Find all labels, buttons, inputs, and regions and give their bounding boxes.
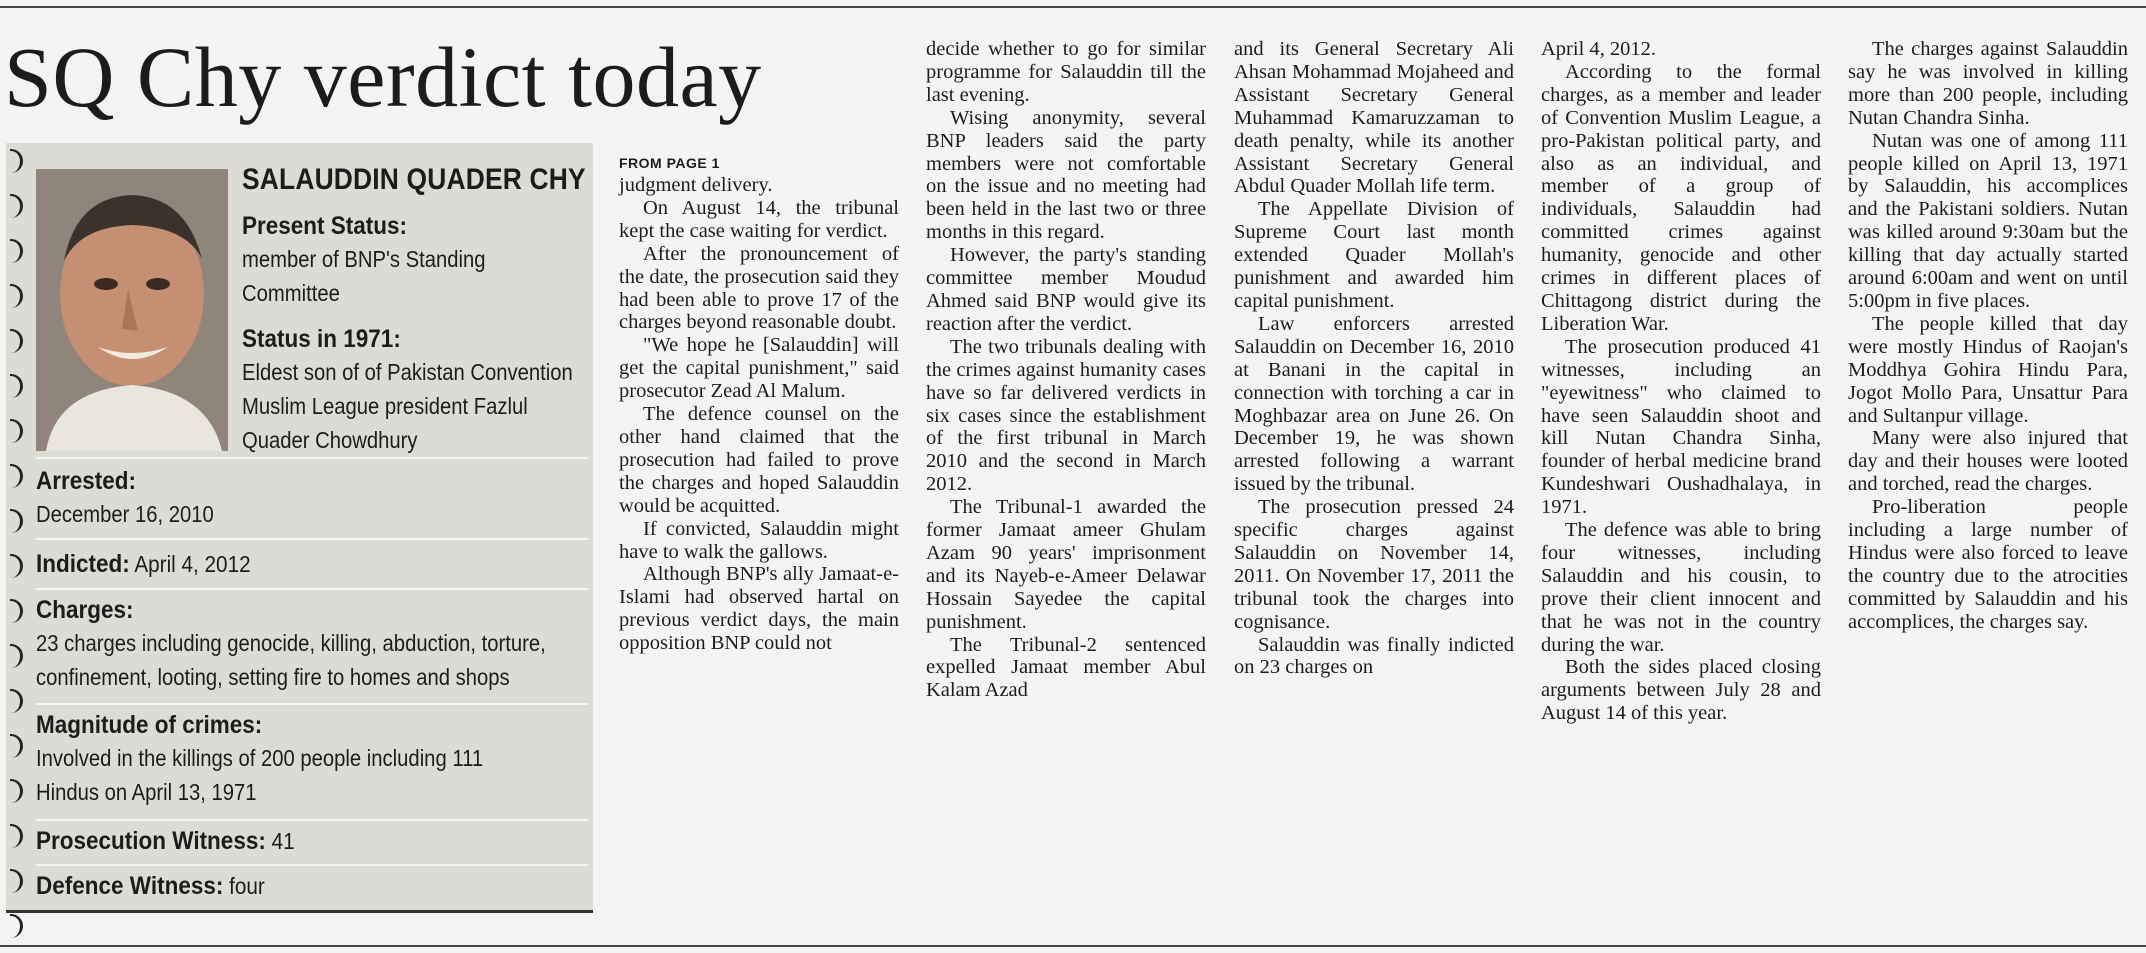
article-paragraph: April 4, 2012. <box>1541 38 1657 60</box>
prosecution-witness-value: 41 <box>271 828 295 854</box>
magnitude-line: Hindus on April 13, 1971 <box>36 779 257 805</box>
magnitude-section <box>36 709 591 809</box>
divider <box>36 588 588 590</box>
top-rule <box>0 6 2146 8</box>
article-paragraph: Law enforcers arrested Salauddin on December 16, 2010 at Banani in the capital in connection with torching a car in Moghbazar area on June 26. On December 19, he was shown arrested following a warrant issued by the tribunal. <box>1234 312 1514 496</box>
article-paragraph: Both the sides placed closing arguments between July 28 and August 14 of this year. <box>1541 656 1821 725</box>
arrested-value: December 16, 2010 <box>36 501 214 527</box>
charges-line: confinement, looting, setting fire to homes and shops <box>36 664 510 690</box>
indicted-section <box>36 547 591 581</box>
article-paragraph: judgment delivery. <box>619 174 773 196</box>
arrested-label: Arrested: <box>36 467 137 495</box>
headline: SQ Chy verdict today <box>4 29 762 125</box>
divider <box>36 538 588 540</box>
article-paragraph: The Tribunal-1 awarded the former Jamaat ameer Ghulam Azam 90 years' imprisonment and its Nayeb-e-Ameer Delawar Hossain Sayedee the capital punishment. <box>926 496 1206 633</box>
spiral-binding-decoration <box>10 149 28 909</box>
magnitude-label: Magnitude of crimes: <box>36 711 263 739</box>
article-column-3 <box>1234 38 1514 679</box>
article-paragraph: The people killed that day were mostly Hindus of Raojan's Moddhya Gohira Hindu Para, Jogot Mollo Para, Unsattur Para and Sultanpur village. <box>1848 312 2128 427</box>
article-paragraph: If convicted, Salauddin might have to walk the gallows. <box>619 517 899 563</box>
status-1971 <box>242 323 587 457</box>
present-status-line: Committee <box>242 280 340 306</box>
divider <box>36 457 588 459</box>
defence-witness-section <box>36 869 591 903</box>
profile-name: SALAUDDIN QUADER CHY <box>242 163 586 196</box>
article-paragraph: Nutan was one of among 111 people killed on April 13, 1971 by Salauddin, his accomplices and the Pakistani soldiers. Nutan was killed around 9:30am but the killing that day actually started around 6:00am and went on until 5:00pm in five places. <box>1848 129 2128 312</box>
charges-section <box>36 594 591 694</box>
status-1971-label: Status in 1971: <box>242 325 401 353</box>
article-paragraph: decide whether to go for similar programme for Salauddin till the last evening. <box>926 38 1206 106</box>
article-column-4 <box>1541 38 1821 725</box>
present-status <box>242 210 587 310</box>
article-paragraph: Pro-liberation people including a large number of Hindus were also forced to leave the country due to the atrocities committed by Salauddin and his accomplices, the charges say. <box>1848 496 2128 633</box>
arrested-section <box>36 465 591 531</box>
article-column-1 <box>619 152 899 655</box>
article-paragraph: Wising anonymity, several BNP leaders said the party members were not comfortable on the issue and no meeting had been held in the last two or three months in this regard. <box>926 106 1206 244</box>
article-column-2 <box>926 38 1206 702</box>
article-paragraph: After the pronouncement of the date, the prosecution said they had been able to prove 17 of the charges beyond reasonable doubt. <box>619 242 899 334</box>
article-paragraph: The charges against Salauddin say he was involved in killing more than 200 people, including Nutan Chandra Sinha. <box>1848 38 2128 129</box>
article-paragraph: However, the party's standing committee member Moudud Ahmed said BNP would give its reaction after the verdict. <box>926 244 1206 335</box>
bottom-rule <box>0 945 2146 947</box>
charges-label: Charges: <box>36 596 134 624</box>
status-1971-line: Quader Chowdhury <box>242 427 418 453</box>
divider <box>36 864 588 866</box>
article-paragraph: Although BNP's ally Jamaat-e-Islami had observed hartal on previous verdict days, the main opposition BNP could not <box>619 563 899 655</box>
status-1971-line: Muslim League president Fazlul <box>242 393 528 419</box>
article-paragraph: The Tribunal-2 sentenced expelled Jamaat member Abul Kalam Azad <box>926 633 1206 702</box>
divider <box>36 819 588 821</box>
article-paragraph: According to the formal charges, as a member and leader of Convention Muslim League, a pro-Pakistan political party, and also as an individual, and member of a group of individuals, Salauddin had committed crimes against humanity, genocide and other crimes in different places of Chittagong district during the Liberation War. <box>1541 60 1821 335</box>
prosecution-witness-label: Prosecution Witness: <box>36 827 266 855</box>
prosecution-witness-section <box>36 824 591 858</box>
divider <box>36 703 588 705</box>
article-paragraph: and its General Secretary Ali Ahsan Mohammad Mojaheed and Assistant Secretary General Muhammad Kamaruzzaman to death penalty, while its another Assistant Secretary General Abdul Quader Mollah life term. <box>1234 38 1514 198</box>
article-column-5 <box>1848 38 2128 634</box>
portrait-photo <box>36 169 228 451</box>
article-paragraph: The prosecution produced 41 witnesses, including an "eyewitness" who claimed to have seen Salauddin shoot and kill Nutan Chandra Sinha, founder of herbal medicine brand Kundeshwari Oushadhalaya, in 1971. <box>1541 335 1821 519</box>
indicted-value: April 4, 2012 <box>134 551 251 577</box>
article-paragraph: The Appellate Division of Supreme Court last month extended Quader Mollah's punishment and awarded him capital punishment. <box>1234 198 1514 312</box>
from-page-label: FROM PAGE 1 <box>619 155 720 171</box>
profile-sidebar <box>6 143 593 913</box>
charges-line: 23 charges including genocide, killing, abduction, torture, <box>36 630 546 656</box>
article-paragraph: On August 14, the tribunal kept the case waiting for verdict. <box>619 196 899 242</box>
defence-witness-value: four <box>229 873 265 899</box>
article-paragraph: Salauddin was finally indicted on 23 charges on <box>1234 633 1514 679</box>
status-1971-line: Eldest son of of Pakistan Convention <box>242 359 573 385</box>
article-paragraph: The prosecution pressed 24 specific charges against Salauddin on November 14, 2011. On November 17, 2011 the tribunal took the charges into cognisance. <box>1234 496 1514 633</box>
article-paragraph: The two tribunals dealing with the crimes against humanity cases have so far delivered verdicts in six cases since the establishment of the first tribunal in March 2010 and the second in March 2012. <box>926 335 1206 496</box>
defence-witness-label: Defence Witness: <box>36 872 224 900</box>
article-paragraph: The defence was able to bring four witnesses, including Salauddin and his cousin, to prove their client innocent and that he was not in the country during the war. <box>1541 519 1821 656</box>
article-paragraph: The defence counsel on the other hand claimed that the prosecution had failed to prove the charges and hoped Salauddin would be acquitted. <box>619 403 899 517</box>
article-paragraph: Many were also injured that day and their houses were looted and torched, read the charges. <box>1848 427 2128 496</box>
article-paragraph: "We hope he [Salauddin] will get the capital punishment," said prosecutor Zead Al Malum. <box>619 334 899 403</box>
indicted-label: Indicted: <box>36 550 130 578</box>
present-status-label: Present Status: <box>242 212 408 240</box>
present-status-line: member of BNP's Standing <box>242 246 486 272</box>
magnitude-line: Involved in the killings of 200 people including 111 <box>36 745 484 771</box>
